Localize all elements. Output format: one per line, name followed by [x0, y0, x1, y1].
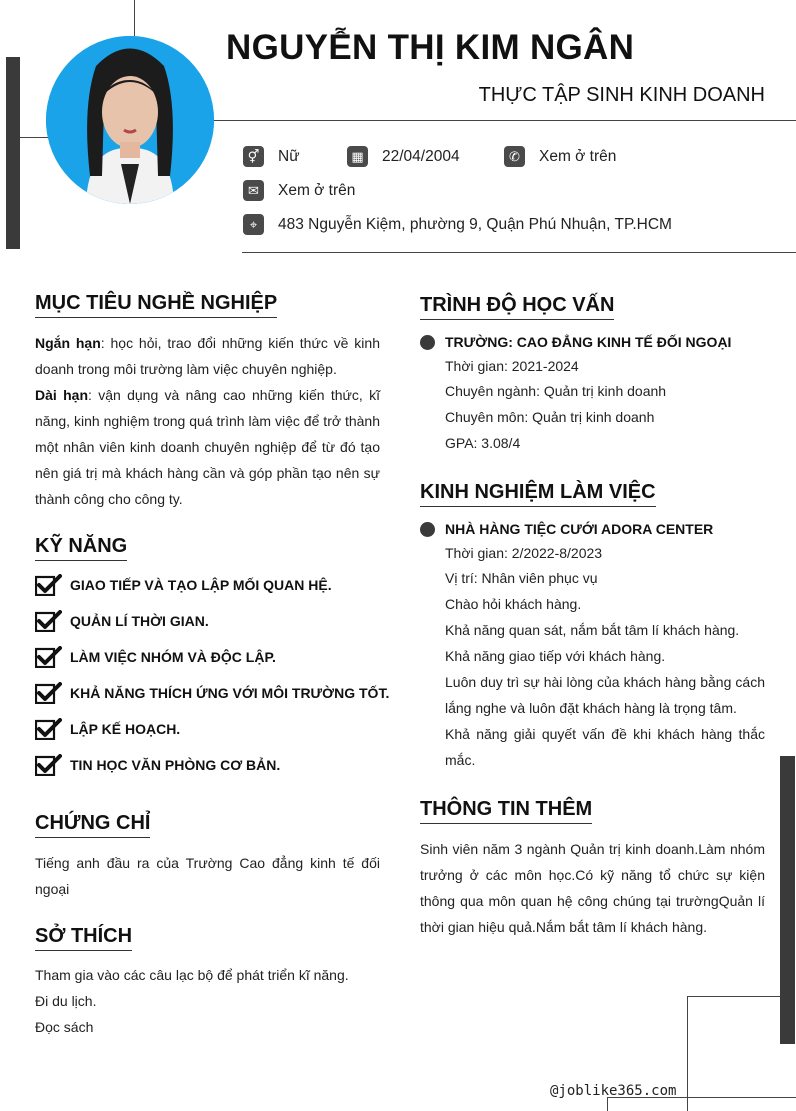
calendar-icon: ▦ — [347, 146, 368, 167]
education-line: GPA: 3.08/4 — [445, 435, 521, 451]
skill-label: LÀM VIỆC NHÓM VÀ ĐỘC LẬP. — [70, 649, 276, 665]
location-icon: ⌖ — [243, 214, 264, 235]
hobby-item: Tham gia vào các câu lạc bộ để phát triển kĩ năng. — [35, 967, 349, 983]
header-divider-top — [214, 120, 796, 121]
skill-item — [35, 682, 389, 704]
email-icon: ✉ — [243, 180, 264, 201]
experience-title: KINH NGHIỆM LÀM VIỆC — [420, 481, 656, 507]
address-info — [243, 214, 672, 235]
objective-text — [35, 330, 380, 512]
skill-label: KHẢ NĂNG THÍCH ỨNG VỚI MÔI TRƯỜNG TỐT. — [70, 685, 390, 701]
experience-line: Chào hỏi khách hàng. — [445, 596, 582, 612]
skill-item — [35, 754, 280, 776]
skill-label: QUẢN LÍ THỜI GIAN. — [70, 613, 209, 629]
email-info — [243, 180, 355, 201]
skill-item — [35, 574, 332, 596]
skill-item — [35, 646, 276, 668]
checkbox-checked-icon — [35, 682, 62, 704]
phone-icon: ✆ — [504, 146, 525, 167]
corner-frame-top — [687, 996, 780, 997]
checkbox-checked-icon — [35, 610, 62, 632]
corner-frame-left — [687, 996, 688, 1111]
top-vertical-line — [134, 0, 135, 36]
experience-company: NHÀ HÀNG TIỆC CƯỚI ADORA CENTER — [445, 521, 714, 537]
photo-left-line — [20, 137, 48, 138]
skill-item — [35, 610, 209, 632]
person-silhouette-icon — [46, 36, 214, 204]
objective-title: MỤC TIÊU NGHỀ NGHIỆP — [35, 292, 277, 318]
left-accent-bar — [6, 57, 20, 249]
email-value: Xem ở trên — [278, 181, 356, 199]
skill-label: GIAO TIẾP VÀ TẠO LẬP MỐI QUAN HỆ. — [70, 577, 332, 593]
education-line: Chuyên ngành: Quản trị kinh doanh — [445, 383, 667, 399]
candidate-name: NGUYỄN THỊ KIM NGÂN — [226, 28, 635, 67]
checkbox-checked-icon — [35, 646, 62, 668]
objective-long-label: Dài hạn — [35, 387, 88, 403]
gender-value: Nữ — [278, 147, 300, 165]
education-line: Thời gian: 2021-2024 — [445, 358, 579, 374]
certificates-text: Tiếng anh đầu ra của Trường Cao đẳng kinh tế đối ngoại — [35, 855, 380, 897]
watermark: @joblike365.com — [550, 1083, 677, 1099]
hobby-item: Đọc sách — [35, 1019, 94, 1035]
birthday-value: 22/04/2004 — [382, 147, 460, 165]
birthday-info — [347, 146, 460, 167]
checkbox-checked-icon — [35, 718, 62, 740]
experience-line: Thời gian: 2/2022-8/2023 — [445, 545, 603, 561]
experience-line: Vị trí: Nhân viên phục vụ — [445, 570, 598, 586]
gender-icon: ⚥ — [243, 146, 264, 167]
experience-line: Khả năng quan sát, nắm bắt tâm lí khách hàng. — [445, 622, 740, 638]
checkbox-checked-icon — [35, 754, 62, 776]
job-title: THỰC TẬP SINH KINH DOANH — [478, 84, 765, 106]
experience-para: Luôn duy trì sự hài lòng của khách hàng bằng cách lắng nghe và luôn đặt khách hàng là trọng tâm. — [445, 674, 765, 716]
skill-item — [35, 718, 180, 740]
profile-photo — [46, 36, 214, 204]
extra-title: THÔNG TIN THÊM — [420, 798, 592, 824]
hobby-item: Đi du lịch. — [35, 993, 97, 1009]
extra-text: Sinh viên năm 3 ngành Quản trị kinh doanh.Làm nhóm trưởng ở các môn học.Có kỹ năng tổ chức sự kiện thông qua môn quan hệ công chúng tại trườngQuản lí thời gian hiệu quả.Nắm bắt tâm lí khách hàng. — [420, 841, 765, 935]
education-line: Chuyên môn: Quản trị kinh doanh — [445, 409, 655, 425]
corner-frame-inner — [607, 1097, 608, 1111]
header-divider-bottom — [242, 252, 796, 253]
phone-info — [504, 146, 616, 167]
objective-short — [35, 330, 380, 382]
skill-label: LẬP KẾ HOẠCH. — [70, 721, 181, 737]
objective-short-label: Ngắn hạn — [35, 335, 101, 351]
experience-para: Khả năng giải quyết vấn đề khi khách hàng thắc mắc. — [445, 726, 765, 768]
certificates-title: CHỨNG CHỈ — [35, 812, 150, 838]
objective-long — [35, 382, 380, 512]
objective-long-text: : vận dụng và nâng cao những kiến thức, kĩ năng, kinh nghiệm trong quá trình làm việc để trở thành một nhân viên kinh doanh chuyên nghiệp để từ đó tạo nên giá trị mà khách hàng cần và góp phần tạo nên sự thành công cho công ty. — [35, 387, 380, 507]
education-bullet — [420, 335, 435, 350]
address-value: 483 Nguyễn Kiệm, phường 9, Quận Phú Nhuận, TP.HCM — [278, 215, 672, 233]
gender-info — [243, 146, 300, 167]
checkbox-checked-icon — [35, 574, 62, 596]
education-title: TRÌNH ĐỘ HỌC VẤN — [420, 294, 614, 320]
skills-title: KỸ NĂNG — [35, 535, 127, 561]
right-accent-bar — [780, 756, 795, 1044]
skill-label: TIN HỌC VĂN PHÒNG CƠ BẢN. — [70, 757, 281, 773]
hobbies-title: SỞ THÍCH — [35, 925, 132, 951]
experience-line: Khả năng giao tiếp với khách hàng. — [445, 648, 666, 664]
education-school: TRƯỜNG: CAO ĐẲNG KINH TẾ ĐỐI NGOẠI — [445, 334, 732, 350]
objective-short-text: : học hỏi, trao đổi những kiến thức về kinh doanh trong môi trường làm việc chuyên nghiệp. — [35, 335, 380, 377]
experience-bullet — [420, 522, 435, 537]
phone-value: Xem ở trên — [539, 147, 617, 165]
